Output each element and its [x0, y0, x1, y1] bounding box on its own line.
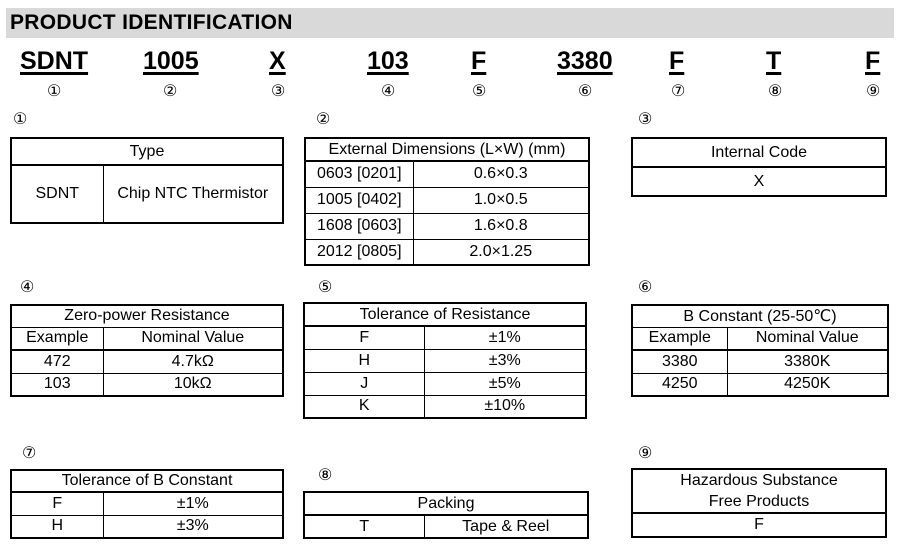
- marker-4: ④: [381, 81, 396, 100]
- section-marker-2: ②: [316, 109, 331, 128]
- dimensions-code: 1608 [0603]: [305, 213, 413, 239]
- code-hazardous: F: [865, 47, 881, 75]
- code-size: 1005: [143, 47, 199, 75]
- table-row: [304, 515, 588, 538]
- b-constant-example: 4250: [632, 373, 727, 396]
- marker-3: ③: [271, 81, 286, 100]
- table-row: [11, 373, 283, 396]
- page-title: PRODUCT IDENTIFICATION: [10, 11, 293, 34]
- section-marker-8: ⑧: [318, 465, 333, 484]
- dimensions-code: 2012 [0805]: [305, 239, 413, 265]
- hazardous-header-line2: Free Products: [708, 493, 810, 510]
- tolerance-b-table: [10, 469, 284, 539]
- dimensions-header: External Dimensions (L×W) (mm): [305, 138, 589, 161]
- tolerance-b-code: F: [11, 492, 103, 515]
- marker-7: ⑦: [671, 81, 686, 100]
- table-row: [304, 349, 586, 372]
- table-row: [304, 395, 586, 418]
- code-tolerance: F: [471, 47, 487, 75]
- section-marker-7: ⑦: [22, 443, 37, 462]
- code-series: SDNT: [20, 47, 89, 75]
- marker-8: ⑧: [768, 81, 783, 100]
- table-row: [632, 350, 888, 373]
- section-marker-9: ⑨: [638, 443, 653, 462]
- b-constant-col-nominal: Nominal Value: [727, 327, 888, 350]
- title-bar: [6, 8, 894, 38]
- resistance-header: Zero-power Resistance: [11, 305, 283, 327]
- dimensions-value: 0.6×0.3: [413, 161, 589, 187]
- hazardous-header-line1: Hazardous Substance: [680, 472, 838, 489]
- hazardous-header: [632, 469, 886, 513]
- b-constant-col-example: Example: [632, 327, 727, 350]
- table-row: [11, 515, 283, 538]
- type-table: [10, 137, 284, 224]
- code-resistance: 103: [367, 47, 409, 75]
- resistance-example: 103: [11, 373, 103, 396]
- internal-code-table: [631, 137, 887, 197]
- tolerance-code: H: [304, 349, 424, 372]
- dimensions-code: 1005 [0402]: [305, 187, 413, 213]
- table-row: [305, 187, 589, 213]
- packing-code: T: [304, 515, 424, 538]
- packing-header: Packing: [304, 492, 588, 515]
- code-internal: X: [269, 47, 286, 75]
- type-code: SDNT: [11, 165, 103, 223]
- tolerance-b-value: ±1%: [103, 492, 283, 515]
- table-row: [632, 373, 888, 396]
- section-marker-4: ④: [20, 277, 35, 296]
- marker-9: ⑨: [866, 81, 881, 100]
- table-row: [304, 372, 586, 395]
- table-row: [305, 213, 589, 239]
- hazardous-table: [631, 468, 887, 538]
- dimensions-value: 2.0×1.25: [413, 239, 589, 265]
- packing-table: [303, 491, 589, 539]
- section-marker-6: ⑥: [638, 277, 653, 296]
- resistance-nominal: 10kΩ: [103, 373, 283, 396]
- resistance-table: [10, 304, 284, 397]
- dimensions-value: 1.6×0.8: [413, 213, 589, 239]
- hazardous-value: F: [632, 513, 886, 537]
- resistance-col-nominal: Nominal Value: [103, 327, 283, 350]
- b-constant-nominal: 3380K: [727, 350, 888, 373]
- tolerance-code: J: [304, 372, 424, 395]
- tolerance-value: ±3%: [424, 349, 586, 372]
- tolerance-b-header: Tolerance of B Constant: [11, 470, 283, 492]
- table-row: [304, 326, 586, 349]
- code-packing: T: [766, 47, 782, 75]
- table-row: [305, 161, 589, 187]
- section-marker-5: ⑤: [318, 277, 333, 296]
- tolerance-b-code: H: [11, 515, 103, 538]
- marker-1: ①: [47, 81, 62, 100]
- b-constant-table: [631, 304, 889, 397]
- table-row: [11, 350, 283, 373]
- tolerance-b-value: ±3%: [103, 515, 283, 538]
- section-marker-3: ③: [638, 109, 653, 128]
- tolerance-resistance-header: Tolerance of Resistance: [304, 303, 586, 326]
- marker-2: ②: [163, 81, 178, 100]
- dimensions-code: 0603 [0201]: [305, 161, 413, 187]
- marker-5: ⑤: [472, 81, 487, 100]
- tolerance-value: ±1%: [424, 326, 586, 349]
- code-b-tolerance: F: [669, 47, 685, 75]
- b-constant-nominal: 4250K: [727, 373, 888, 396]
- b-constant-example: 3380: [632, 350, 727, 373]
- resistance-nominal: 4.7kΩ: [103, 350, 283, 373]
- tolerance-value: ±5%: [424, 372, 586, 395]
- tolerance-value: ±10%: [424, 395, 586, 418]
- section-marker-1: ①: [13, 109, 28, 128]
- resistance-col-example: Example: [11, 327, 103, 350]
- type-desc: Chip NTC Thermistor: [103, 165, 283, 223]
- type-header: Type: [11, 138, 283, 165]
- tolerance-code: K: [304, 395, 424, 418]
- internal-code-value: X: [632, 167, 886, 196]
- marker-6: ⑥: [578, 81, 593, 100]
- tolerance-code: F: [304, 326, 424, 349]
- packing-value: Tape & Reel: [424, 515, 588, 538]
- dimensions-value: 1.0×0.5: [413, 187, 589, 213]
- code-b-constant: 3380: [557, 47, 613, 75]
- tolerance-resistance-table: [303, 302, 587, 419]
- internal-code-header: Internal Code: [632, 138, 886, 167]
- b-constant-header: B Constant (25-50℃): [632, 305, 888, 327]
- dimensions-table: [304, 137, 590, 266]
- table-row: [11, 492, 283, 515]
- table-row: [305, 239, 589, 265]
- resistance-example: 472: [11, 350, 103, 373]
